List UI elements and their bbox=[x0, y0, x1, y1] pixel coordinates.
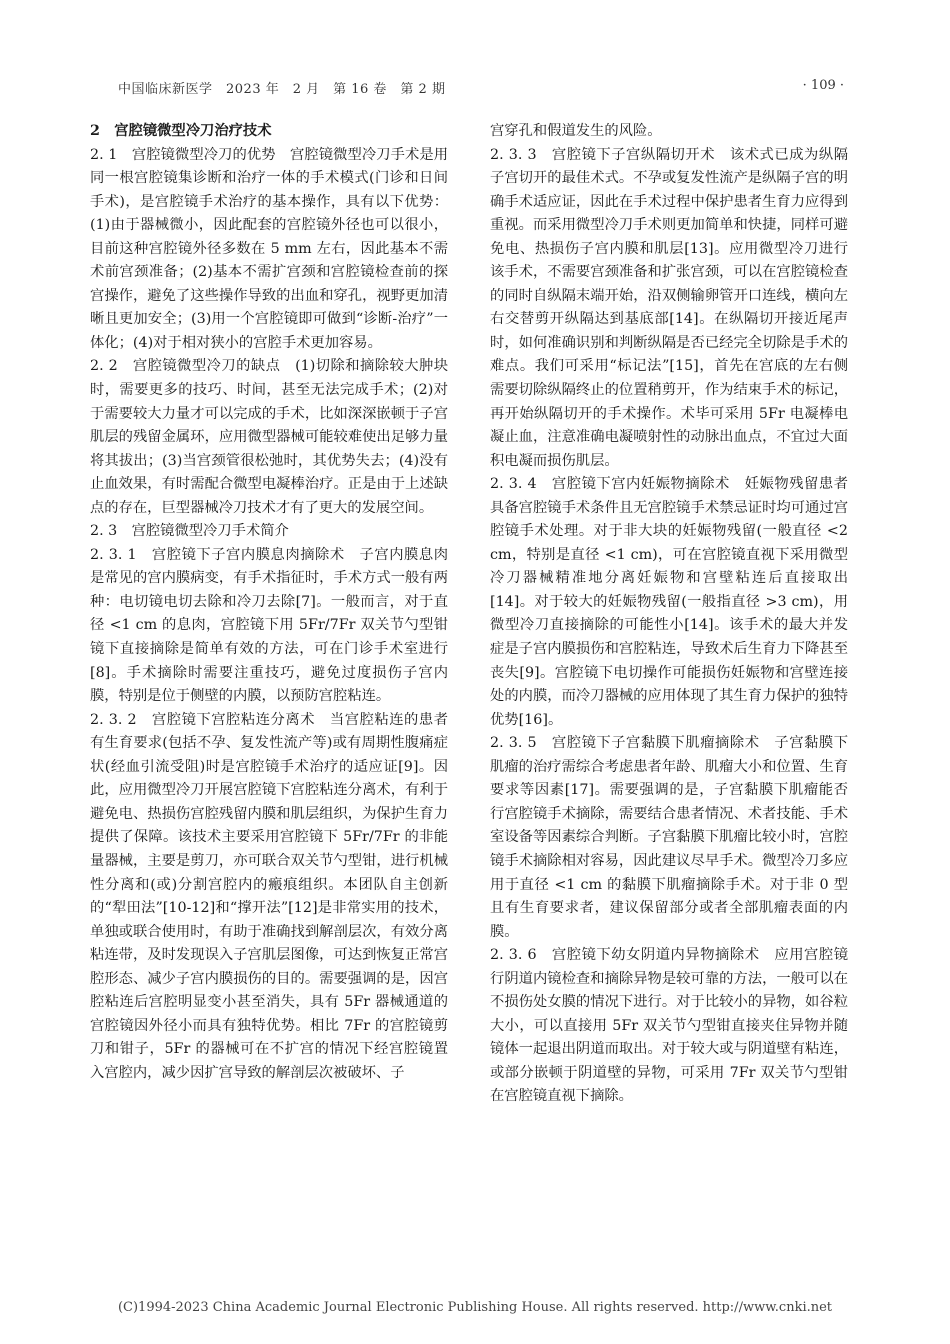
paragraph-2-1: 2. 1 宫腔镜微型冷刀的优势 宫腔镜微型冷刀手术是用同一根宫腔镜集诊断和治疗一体的手术模式(门诊和日间手术)，是宫腔镜手术治疗的基本操作，具有以下优势：(1)由于器械微小，因此配套的宫腔镜外径也可以很小，目前这种宫腔镜外径多数在 5 mm 左右，因此基本不需术前宫颈准备；(2)基本不需扩宫颈和宫腔镜检查前的探宫操作，避免了这些操作导致的出血和穿孔，视野更加清晰且更加安全；(3)用一个宫腔镜即可做到“诊断-治疗”一体化；(4)对于相对狭小的宫腔手术更加容易。 bbox=[90, 146, 448, 351]
page-number: · 109 · bbox=[802, 78, 844, 93]
paragraph-2-3-1: 2. 3. 1 宫腔镜下子宫内膜息肉摘除术 子宫内膜息肉是常见的宫内膜病变，有手术指征时，手术方式一般有两种：电切镜电切去除和冷刀去除[7]。一般而言，对于直径 <1 cm 的息肉，宫腔镜下用 5Fr/7Fr 双关节勺型钳镜下直接摘除是简单有效的方法，可在门诊手术室进行[8]。手术摘除时需要注重技巧，避免过度损伤子宫内膜，特别是位于侧壁的内膜，以预防宫腔粘连。 bbox=[90, 546, 448, 705]
section-heading: 2 宫腔镜微型冷刀治疗技术 bbox=[90, 123, 272, 139]
copyright-footer: (C)1994-2023 China Academic Journal Electronic Publishing House. All rights reserved. http://www.cnki.net bbox=[117, 1300, 833, 1315]
subheading-2-3: 2. 3 宫腔镜微型冷刀手术简介 bbox=[90, 523, 289, 540]
journal-info: 中国临床新医学 2023 年 2 月 第 16 卷 第 2 期 bbox=[118, 82, 446, 97]
running-header bbox=[118, 78, 844, 100]
paragraph-2-3-2: 2. 3. 2 宫腔镜下宫腔粘连分离术 当宫腔粘连的患者有生育要求(包括不孕、复发性流产等)或有周期性腹痛症状(经血引流受阻)时是宫腔镜手术治疗的适应证[9]。因此，应用微型冷刀开展宫腔镜下宫腔粘连分离术，有利于避免电、热损伤宫腔残留内膜和肌层组织，为保护生育力提供了保障。该技术主要采用宫腔镜下 5Fr/7Fr 的非能量器械，主要是剪刀，亦可联合双关节勺型钳，进行机械性分离和(或)分割宫腔内的瘢痕组织。本团队自主创新的“犁田法”[10-12]和“撑开法”[12]是非常实用的技术，单独或联合使用时，有助于准确找到解剖层次，有效分离粘连带，及时发现误入子宫肌层图像，可达到恢复正常宫腔形态、减少子宫内膜损伤的目的。需要强调的是，因宫腔粘连后宫腔明显变小甚至消失，具有 5Fr 器械通道的宫腔镜因外径小而具有独特优势。相比 7Fr 的宫腔镜剪刀和钳子，5Fr 的器械可在不扩宫的情况下经宫腔镜置入宫腔内，减少因扩宫导致的解剖层次被破坏、子 bbox=[90, 711, 448, 1081]
right-column bbox=[490, 120, 848, 1109]
paragraph-2-3-6: 2. 3. 6 宫腔镜下幼女阴道内异物摘除术 应用宫腔镜行阴道内镜检查和摘除异物是较可靠的方法，一般可以在不损伤处女膜的情况下进行。对于比较小的异物，如谷粒大小，可以直接用 5Fr 双关节勺型钳直接夹住异物并随镜体一起退出阴道而取出。对于较大或与阴道壁有粘连，或部分嵌顿于阴道壁的异物，可采用 7Fr 双关节勺型钳在宫腔镜直视下摘除。 bbox=[490, 947, 848, 1105]
paragraph-continued: 宫穿孔和假道发生的风险。 bbox=[490, 123, 662, 139]
paragraph-2-3-3: 2. 3. 3 宫腔镜下子宫纵隔切开术 该术式已成为纵隔子宫切开的最佳术式。不孕或复发性流产是纵隔子宫的明确手术适应证，因此在手术过程中保护患者生育力应得到重视。而采用微型冷刀手术则更加简单和快捷，同样可避免电、热损伤子宫内膜和肌层[13]。应用微型冷刀进行该手术，不需要宫颈准备和扩张宫颈，可以在宫腔镜检查的同时自纵隔末端开始，沿双侧输卵管开口连线，横向左右交替剪开纵隔达到基底部[14]。在纵隔切开接近尾声时，如何准确识别和判断纵隔是否已经完全切除是手术的难点。我们可采用“标记法”[15]，首先在宫底的左右侧需要切除纵隔终止的位置稍剪开，作为结束手术的标记，再开始纵隔切开的手术操作。术毕可采用 5Fr 电凝棒电凝止血，注意准确电凝喷射性的动脉出血点，不宜过大面积电凝而损伤肌层。 bbox=[490, 146, 848, 469]
paragraph-2-3-5: 2. 3. 5 宫腔镜下子宫黏膜下肌瘤摘除术 子宫黏膜下肌瘤的治疗需综合考虑患者年龄、肌瘤大小和位置、生育要求等因素[17]。需要强调的是，子宫黏膜下肌瘤能否行宫腔镜手术摘除，需要结合患者情况、术者技能、手术室设备等因素综合判断。子宫黏膜下肌瘤比较小时，宫腔镜手术摘除相对容易，因此建议尽早手术。微型冷刀多应用于直径 <1 cm 的黏膜下肌瘤摘除手术。对于非 0 型且有生育要求者，建议保留部分或者全部肌瘤表面的内膜。 bbox=[490, 735, 848, 940]
paragraph-2-2: 2. 2 宫腔镜微型冷刀的缺点 (1)切除和摘除较大肿块时，需要更多的技巧、时间，甚至无法完成手术；(2)对于需要较大力量才可以完成的手术，比如深深嵌顿于子宫肌层的残留金属环，应用微型器械可能较难使出足够力量将其拔出；(3)当宫颈管很松弛时，其优势失去；(4)没有止血效果，有时需配合微型电凝棒治疗。正是由于上述缺点的存在，巨型器械冷刀技术才有了更大的发展空间。 bbox=[90, 358, 448, 516]
left-column bbox=[90, 120, 448, 1085]
paragraph-2-3-4: 2. 3. 4 宫腔镜下宫内妊娠物摘除术 妊娠物残留患者具备宫腔镜手术条件且无宫腔镜手术禁忌证时均可通过宫腔镜手术处理。对于非大块的妊娠物残留(一般直径 <2 cm，特别是直径 <1 cm)，可在宫腔镜直视下采用微型冷刀器械精准地分离妊娠物和宫壁粘连后直接取出[14]。对于较大的妊娠物残留(一般指直径 >3 cm)，用微型冷刀直接摘除的可能性小[14]。该手术的最大并发症是子宫内膜损伤和宫腔粘连，导致术后生育力下降甚至丧失[9]。宫腔镜下电切操作可能损伤妊娠物和宫壁连接处的内膜，而冷刀器械的应用体现了其生育力保护的独特优势[16]。 bbox=[490, 476, 848, 728]
